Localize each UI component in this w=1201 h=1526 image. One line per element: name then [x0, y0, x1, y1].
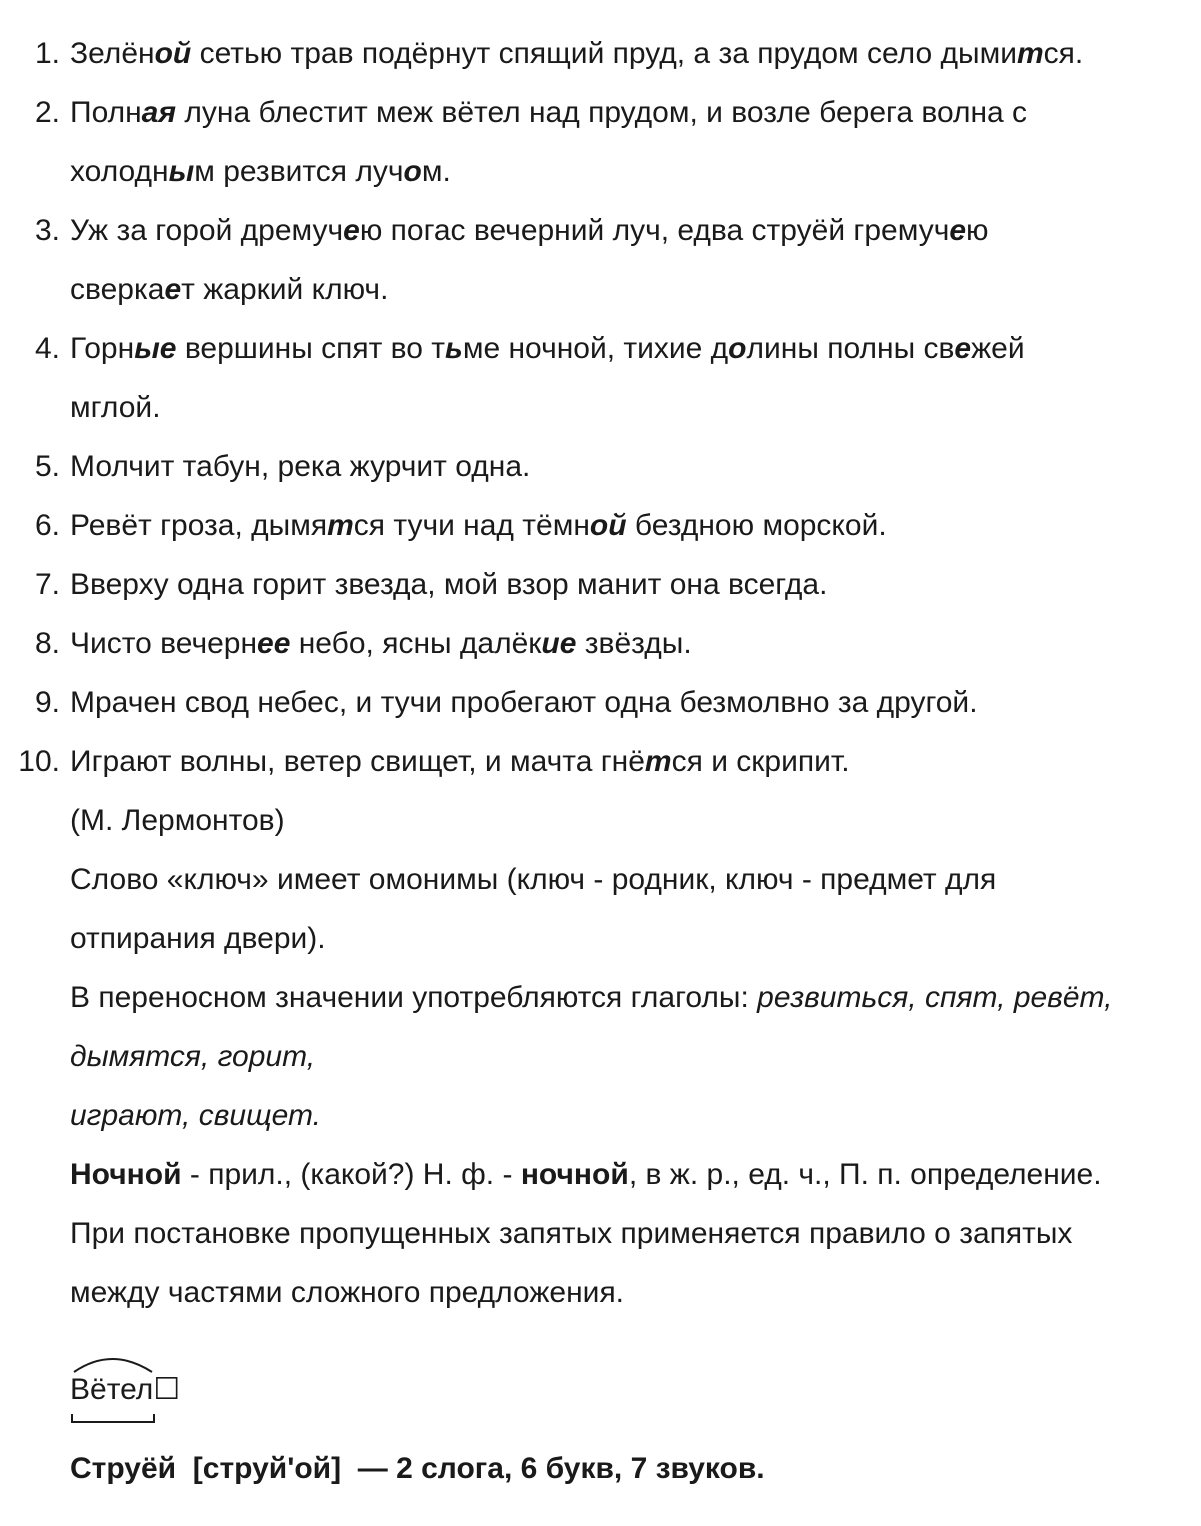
item-line: Молчит табун, река журчит одна. [70, 450, 531, 483]
item-number: 5. [34, 450, 60, 483]
item-line: Зелёной сетью трав подёрнут спящий пруд, а за прудом село дымится. [70, 37, 1084, 70]
homonym-line: отпирания двери). [70, 922, 326, 955]
item-line: Вверху одна горит звезда, мой взор манит она всегда. [70, 568, 828, 601]
item-line-continued: сверкает жаркий ключ. [70, 273, 389, 306]
item-number: 2. [34, 96, 60, 129]
item-number: 8. [34, 627, 60, 660]
item-line: Чисто вечернее небо, ясны далёкие звёзды. [70, 627, 692, 660]
figurative-line: дымятся, горит, [70, 1040, 316, 1073]
item-number: 3. [34, 214, 60, 247]
item-line: Горные вершины спят во тьме ночной, тихие долины полны свежей [70, 332, 1025, 365]
stem-bracket-mark [72, 1414, 154, 1422]
rule-line: При постановке пропущенных запятых применяется правило о запятых [70, 1217, 1073, 1250]
item-number: 10. [18, 745, 60, 778]
author: (М. Лермонтов) [70, 804, 285, 837]
phonetic-analysis: Струёй [струй'ой] — 2 слога, 6 букв, 7 звуков. [70, 1452, 765, 1485]
morpheme-word: Вётел☐ [70, 1372, 181, 1407]
item-number: 7. [34, 568, 60, 601]
item-line: Полная луна блестит меж вётел над прудом, и возле берега волна с [70, 96, 1028, 129]
root-arc-mark [74, 1359, 152, 1372]
item-line-continued: мглой. [70, 391, 161, 424]
homonym-line: Слово «ключ» имеет омонимы (ключ - родник, ключ - предмет для [70, 863, 997, 896]
figurative-line: играют, свищет. [70, 1099, 321, 1132]
item-line-continued: холодным резвится лучом. [70, 155, 451, 188]
item-number: 6. [34, 509, 60, 542]
morphological-analysis: Ночной - прил., (какой?) Н. ф. - ночной, в ж. р., ед. ч., П. п. определение. [70, 1158, 1102, 1191]
figurative-line: В переносном значении употребляются глаголы: резвиться, спят, ревёт, [70, 981, 1113, 1014]
item-number: 1. [34, 37, 60, 70]
ending-square: ☐ [153, 1372, 181, 1407]
item-line: Ревёт гроза, дымятся тучи над тёмной бездною морской. [70, 509, 887, 542]
rule-line: между частями сложного предложения. [70, 1276, 625, 1309]
morpheme-parse [70, 1350, 200, 1430]
item-line: Играют волны, ветер свищет, и мачта гнётся и скрипит. [70, 745, 850, 778]
item-number: 4. [34, 332, 60, 365]
item-number: 9. [34, 686, 60, 719]
item-line: Мрачен свод небес, и тучи пробегают одна безмолвно за другой. [70, 686, 978, 719]
item-line: Уж за горой дремучею погас вечерний луч, едва струёй гремучею [70, 214, 989, 247]
